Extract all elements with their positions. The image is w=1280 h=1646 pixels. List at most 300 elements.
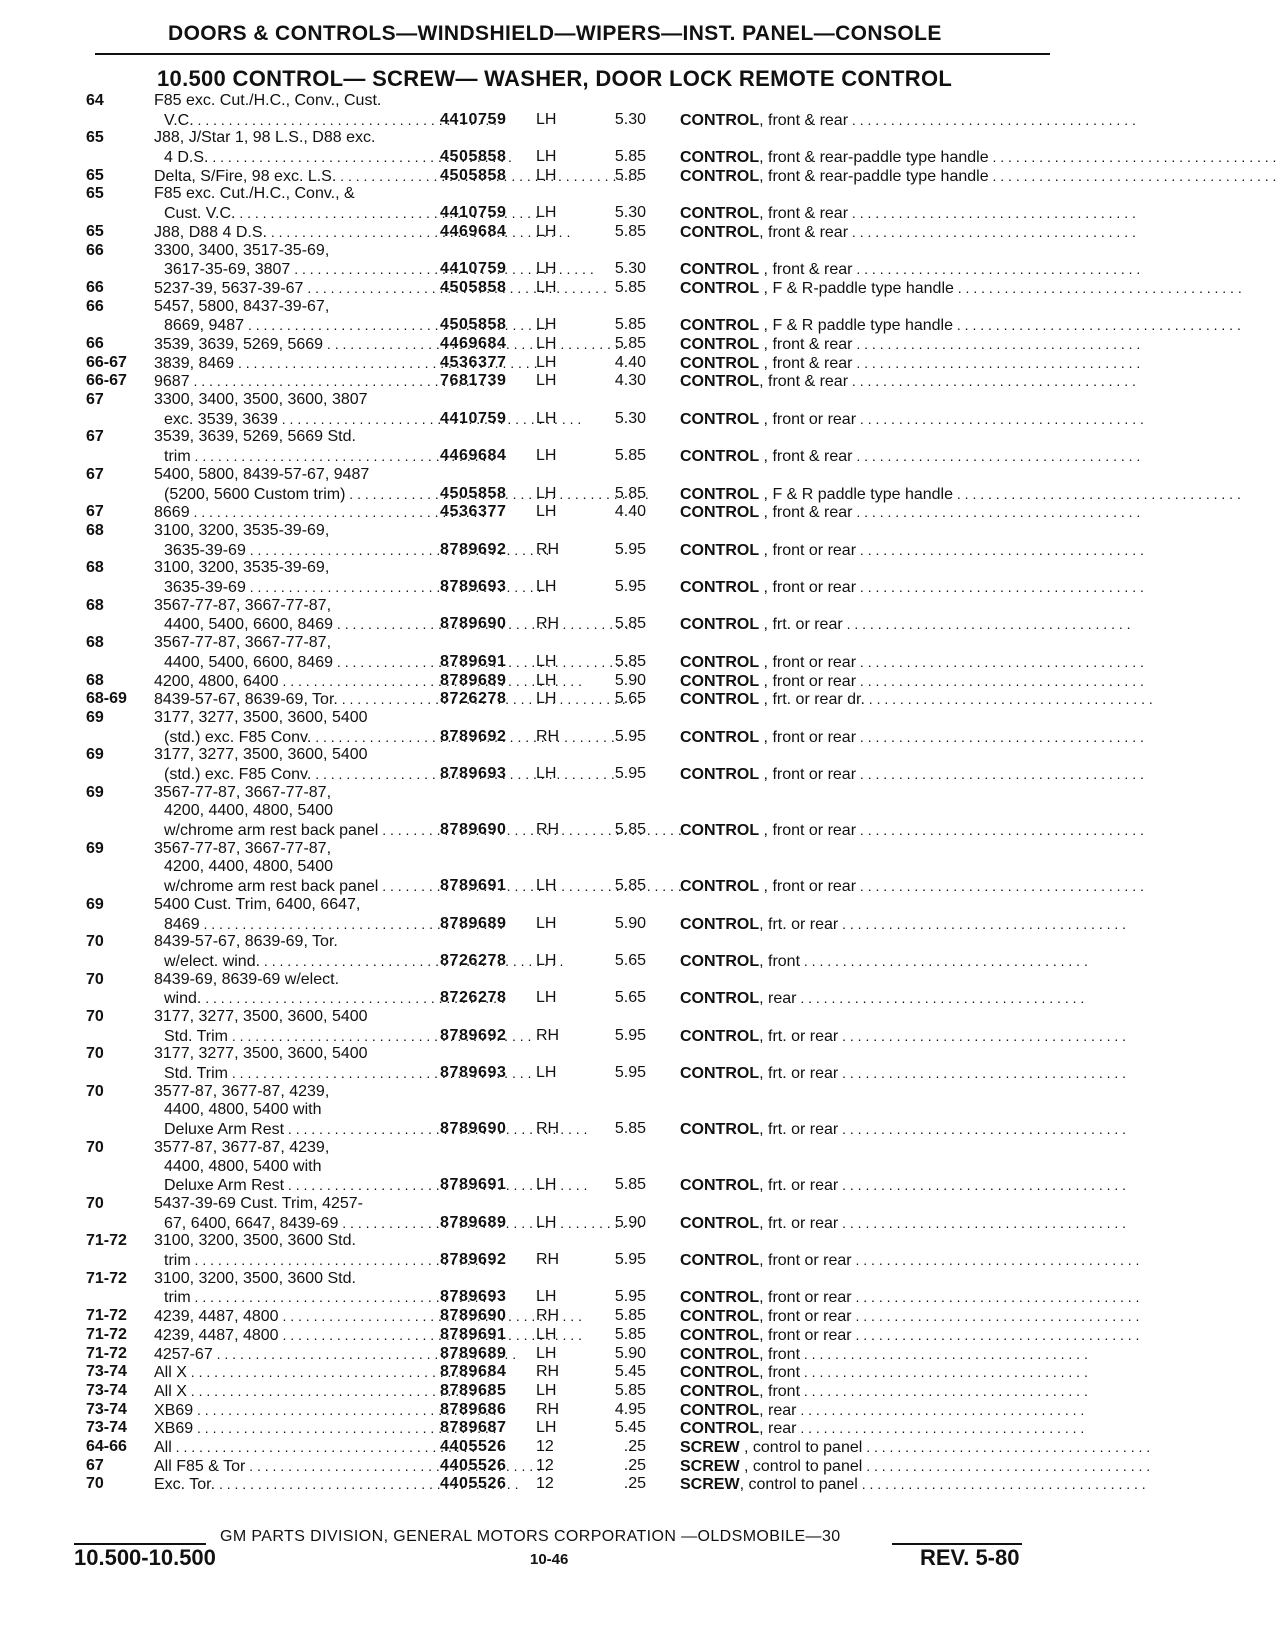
model-year: 68 (86, 559, 104, 577)
part-detail: , control to panel (739, 1457, 863, 1475)
part-detail: , F & R paddle type handle (759, 317, 954, 335)
row-values (0, 148, 1280, 167)
part-number: 4410759 (440, 260, 507, 278)
part-description (680, 1382, 1088, 1402)
part-number: 4505858 (440, 484, 507, 502)
application-line: 4200, 4400, 4800, 5400 (164, 858, 334, 876)
part-description (680, 578, 1144, 598)
part-description (680, 989, 1085, 1009)
part-name: CONTROL (680, 1121, 760, 1139)
row-values (0, 335, 1280, 354)
part-detail: , control to panel (739, 1438, 863, 1456)
part-name: CONTROL (680, 1401, 760, 1419)
quantity-side: RH (536, 1307, 560, 1325)
list-price: 5.85 (614, 1325, 646, 1343)
model-year: 71-72 (86, 1344, 127, 1362)
quantity-side: LH (536, 690, 557, 708)
part-name: CONTROL (680, 1308, 760, 1326)
list-price: 5.85 (614, 1307, 646, 1325)
application-line: All . . . (154, 1438, 429, 1457)
part-number: 4505858 (440, 316, 507, 334)
leader-dots: . . . . . . . . . . . . . . . . . . . . . . . . . . . . . . . . . . . . . (838, 1177, 1127, 1194)
application-line: 8469 . . . (154, 915, 429, 934)
application-line: Cust. V.C. . . . (154, 204, 429, 223)
list-price: 5.90 (614, 1213, 646, 1231)
part-detail: , front or rear (759, 653, 857, 671)
part-number: 4469684 (440, 335, 507, 353)
table-row (0, 1083, 1280, 1139)
part-detail: , front & rear (759, 223, 849, 241)
part-detail: , rear (759, 990, 797, 1008)
leader-dots: . . . . . . . . . . . . . . . . . . . . . . . . . . . . . . . . . . . . . (848, 223, 1136, 240)
row-values (0, 915, 1280, 934)
table-row (0, 784, 1280, 840)
application-line: trim . . . (154, 1251, 429, 1270)
application-line: J88, D88 4 D.S. . . . (154, 223, 429, 242)
leader-dots: . . . . . . . . . . . . . . . . . . . . . . . . . . . . . . . . . . . . . (796, 1401, 1085, 1418)
model-year: 73-74 (86, 1381, 127, 1399)
table-row (0, 279, 1280, 298)
model-year: 73-74 (86, 1363, 127, 1381)
part-number: 8789692 (440, 1251, 507, 1269)
table-row (0, 1438, 1280, 1457)
part-number: 8789685 (440, 1381, 507, 1399)
quantity-side: LH (536, 278, 557, 296)
quantity-side: LH (536, 671, 557, 689)
application-line: 5437-39-69 Cust. Trim, 4257- (154, 1194, 363, 1212)
part-number: 8789686 (440, 1400, 507, 1418)
list-price: 5.85 (614, 278, 646, 296)
part-name: CONTROL (680, 1289, 760, 1307)
quantity-side: LH (536, 1064, 557, 1082)
row-values (0, 260, 1280, 279)
application-line: exc. 3539, 3639 . . . (154, 410, 429, 429)
model-year: 67 (86, 503, 104, 521)
table-row (0, 559, 1280, 596)
leader-dots: . . . . . . . . . . . . . . . . . . . . . . . . . . . . . . . . . . . . . (838, 1027, 1127, 1044)
quantity-side: LH (536, 1325, 557, 1343)
part-detail: , front & rear (759, 261, 853, 279)
table-row (0, 428, 1280, 465)
part-number: 8726278 (440, 690, 507, 708)
list-price: 5.85 (614, 877, 646, 895)
row-values (0, 653, 1280, 672)
quantity-side: LH (536, 1176, 557, 1194)
application-line: J88, J/Star 1, 98 L.S., D88 exc. (154, 129, 376, 147)
application-line: 9687 . . . (154, 372, 429, 391)
part-detail: , front or rear (759, 1308, 852, 1326)
part-name: CONTROL (680, 1345, 760, 1363)
table-row (0, 1307, 1280, 1326)
part-number: 8789684 (440, 1363, 507, 1381)
application-line: wind. . . . (154, 989, 429, 1008)
part-name: CONTROL (680, 373, 760, 391)
part-description (680, 111, 1136, 131)
part-number: 8789691 (440, 652, 507, 670)
table-row (0, 690, 1280, 709)
list-price: 5.85 (614, 615, 646, 633)
leader-dots: . . . . . . . . . . . . . . . . . . . . . . . . . . . . . . . . . . . . . (800, 1364, 1088, 1381)
list-price: 5.90 (614, 914, 646, 932)
quantity-side: LH (536, 409, 557, 427)
table-row (0, 1345, 1280, 1364)
part-description (680, 541, 1144, 561)
leader-dots: . . . . . . . . . . . . . . . . . . . . . . . . . . . . . . . . . . . . . (857, 1476, 1146, 1493)
part-detail: , front & rear (759, 111, 849, 129)
list-price: 5.95 (614, 727, 646, 745)
application-line: 3567-77-87, 3667-77-87, (154, 839, 332, 857)
row-values (0, 1307, 1280, 1326)
part-detail: , frt. or rear (759, 1121, 839, 1139)
table-row (0, 896, 1280, 933)
part-detail: , front or rear (759, 579, 857, 597)
application-line: Std. Trim . . . (154, 1064, 429, 1083)
part-detail: , rear (759, 1401, 797, 1419)
revision-label: REV. 5-80 (920, 1545, 1020, 1570)
leader-dots: . . . . . . . . . . . . . . . . . . . . . . . . . . . . . . . . . . . . . (851, 1252, 1140, 1269)
application-line: All X . . . (154, 1382, 429, 1401)
part-number: 4505858 (440, 166, 507, 184)
part-name: CONTROL (680, 990, 760, 1008)
part-number: 8789690 (440, 1120, 507, 1138)
row-values (0, 1438, 1280, 1457)
application-line: 3177, 3277, 3500, 3600, 5400 (154, 1045, 368, 1063)
model-year: 71-72 (86, 1269, 127, 1287)
part-name: CONTROL (680, 167, 760, 185)
list-price: 5.95 (614, 1026, 646, 1044)
list-price: 5.95 (614, 1064, 646, 1082)
part-description (680, 1027, 1127, 1047)
part-number: 4410759 (440, 204, 507, 222)
list-price: 5.30 (614, 409, 646, 427)
row-values (0, 485, 1280, 504)
list-price: 5.85 (614, 222, 646, 240)
part-name: CONTROL (680, 1027, 760, 1045)
application-line: 3617-35-69, 3807 . . . (154, 260, 429, 279)
part-description (680, 1475, 1146, 1495)
part-detail: , frt. or rear dr. (759, 691, 865, 709)
row-values (0, 1176, 1280, 1195)
part-name: CONTROL (680, 485, 760, 503)
part-detail: , rear (759, 1420, 797, 1438)
application-line: 3567-77-87, 3667-77-87, (154, 634, 332, 652)
part-detail: , frt. or rear (759, 616, 843, 634)
part-detail: , F & R paddle type handle (759, 485, 954, 503)
part-number: 4536377 (440, 503, 507, 521)
part-number: 4410759 (440, 110, 507, 128)
quantity-side: RH (536, 1400, 560, 1418)
part-name: CONTROL (680, 1420, 760, 1438)
leader-dots: . . . . . . . . . . . . . . . . . . . . . . . . . . . . . . . . . . . . . (856, 579, 1144, 596)
application-line: 4239, 4487, 4800 . . . (154, 1326, 429, 1345)
part-description (680, 204, 1136, 224)
part-name: SCREW (680, 1438, 740, 1456)
part-number: 8789690 (440, 821, 507, 839)
part-detail: , front or rear (759, 765, 857, 783)
application-line: (5200, 5600 Custom trim) . . . (154, 485, 429, 504)
part-number: 4469684 (440, 447, 507, 465)
quantity-side: LH (536, 652, 557, 670)
part-description (680, 653, 1144, 673)
quantity-side: LH (536, 166, 557, 184)
quantity-side: LH (536, 204, 557, 222)
model-year: 67 (86, 391, 104, 409)
leader-dots: . . . . . . . . . . . . . . . . . . . . . . . . . . . . . . . . . . . . . (852, 336, 1141, 353)
application-line: F85 exc. Cut./H.C., Conv., & (154, 185, 355, 203)
row-values (0, 1214, 1280, 1233)
table-row (0, 1419, 1280, 1438)
model-year: 65 (86, 166, 104, 184)
list-price: 5.95 (614, 578, 646, 596)
table-row (0, 167, 1280, 186)
table-row (0, 92, 1280, 129)
application-line: w/chrome arm rest back panel . . . (154, 821, 429, 840)
row-values (0, 765, 1280, 784)
quantity-side: LH (536, 335, 557, 353)
part-name: CONTROL (680, 541, 760, 559)
quantity-side: RH (536, 1120, 560, 1138)
table-row (0, 372, 1280, 391)
part-number: 8789689 (440, 914, 507, 932)
application-line: Deluxe Arm Rest . . . (154, 1176, 429, 1195)
quantity-side: LH (536, 1419, 557, 1437)
quantity-side: LH (536, 222, 557, 240)
part-detail: , front or rear (759, 1326, 852, 1344)
leader-dots: . . . . . . . . . . . . . . . . . . . . . . . . . . . . . . . . . . . . . (851, 1289, 1140, 1306)
model-year: 70 (86, 1475, 104, 1493)
quantity-side: LH (536, 484, 557, 502)
application-line: 5400, 5800, 8439-57-67, 9487 (154, 465, 370, 483)
model-year: 68 (86, 596, 104, 614)
model-year: 71-72 (86, 1232, 127, 1250)
leader-dots: . . . . . . . . . . . . . . . . . . . . . . . . . . . . . . . . . . . . . (856, 541, 1144, 558)
part-name: CONTROL (680, 448, 760, 466)
row-values (0, 615, 1280, 634)
list-price: .25 (623, 1456, 646, 1474)
part-detail: , frt. or rear (759, 1214, 839, 1232)
leader-dots: . . . . . . . . . . . . . . . . . . . . . . . . . . . . . . . . . . . . . (988, 149, 1277, 166)
part-name: CONTROL (680, 354, 760, 372)
part-description (680, 1064, 1127, 1084)
part-description (680, 447, 1141, 467)
part-name: CONTROL (680, 616, 760, 634)
table-row (0, 672, 1280, 691)
part-number: 4410759 (440, 409, 507, 427)
table-row (0, 1326, 1280, 1345)
row-values (0, 1251, 1280, 1270)
part-description (680, 1438, 1151, 1458)
table-row (0, 354, 1280, 373)
model-year: 65 (86, 185, 104, 203)
table-row (0, 1475, 1280, 1494)
part-description (680, 1326, 1140, 1346)
row-values (0, 1401, 1280, 1420)
row-values (0, 952, 1280, 971)
model-year: 68 (86, 634, 104, 652)
part-detail: , front or rear (759, 822, 857, 840)
part-number: 8789689 (440, 1213, 507, 1231)
part-number: 7681739 (440, 372, 507, 390)
row-values (0, 1326, 1280, 1345)
table-row (0, 971, 1280, 1008)
model-year: 69 (86, 839, 104, 857)
list-price: 5.85 (614, 652, 646, 670)
row-values (0, 1457, 1280, 1476)
table-row (0, 1232, 1280, 1269)
part-detail: , front or rear (759, 672, 857, 690)
leader-dots: . . . . . . . . . . . . . . . . . . . . . . . . . . . . . . . . . . . . . (848, 373, 1136, 390)
list-price: 5.85 (614, 821, 646, 839)
part-description (680, 485, 1241, 505)
table-row (0, 1139, 1280, 1195)
model-year: 70 (86, 1194, 104, 1212)
part-name: CONTROL (680, 111, 760, 129)
application-line: 3177, 3277, 3500, 3600, 5400 (154, 1008, 368, 1026)
quantity-side: 12 (536, 1437, 554, 1455)
part-name: CONTROL (680, 317, 760, 335)
quantity-side: 12 (536, 1456, 554, 1474)
table-row (0, 242, 1280, 279)
part-name: CONTROL (680, 822, 760, 840)
list-price: 5.90 (614, 671, 646, 689)
row-values (0, 354, 1280, 373)
part-number: 4505858 (440, 148, 507, 166)
part-description (680, 765, 1144, 785)
leader-dots: . . . . . . . . . . . . . . . . . . . . . . . . . . . . . . . . . . . . . (838, 1121, 1127, 1138)
application-line: 8439-57-67, 8639-69, Tor. (154, 933, 338, 951)
row-values (0, 877, 1280, 896)
part-number: 4505858 (440, 278, 507, 296)
leader-dots: . . . . . . . . . . . . . . . . . . . . . . . . . . . . . . . . . . . . . (852, 448, 1141, 465)
leader-dots: . . . . . . . . . . . . . . . . . . . . . . . . . . . . . . . . . . . . . (842, 616, 1131, 633)
application-line: Exc. Tor. . . . (154, 1475, 429, 1494)
application-line: 5400 Cust. Trim, 6400, 6647, (154, 895, 361, 913)
part-number: 8726278 (440, 951, 507, 969)
part-name: CONTROL (680, 765, 760, 783)
part-number: 8789693 (440, 578, 507, 596)
application-line: 3300, 3400, 3517-35-69, (154, 241, 330, 259)
table-row (0, 746, 1280, 783)
part-description (680, 1288, 1140, 1308)
part-description (680, 354, 1141, 374)
leader-dots: . . . . . . . . . . . . . . . . . . . . . . . . . . . . . . . . . . . . . (796, 990, 1085, 1007)
application-line: 8669, 9487 . . . (154, 316, 429, 335)
table-row (0, 634, 1280, 671)
leader-dots: . . . . . . . . . . . . . . . . . . . . . . . . . . . . . . . . . . . . . (848, 205, 1136, 222)
parts-table (0, 92, 1280, 1494)
part-number: 8726278 (440, 989, 507, 1007)
part-name: CONTROL (680, 691, 760, 709)
table-row (0, 503, 1280, 522)
list-price: 4.95 (614, 1400, 646, 1418)
leader-dots: . . . . . . . . . . . . . . . . . . . . . . . . . . . . . . . . . . . . . (953, 279, 1242, 296)
quantity-side: LH (536, 260, 557, 278)
quantity-side: RH (536, 615, 560, 633)
part-name: CONTROL (680, 149, 760, 167)
leader-dots: . . . . . . . . . . . . . . . . . . . . . . . . . . . . . . . . . . . . . (838, 915, 1127, 932)
part-detail: , F & R-paddle type handle (759, 279, 954, 297)
part-name: SCREW (680, 1457, 740, 1475)
quantity-side: RH (536, 1026, 560, 1044)
quantity-side: LH (536, 353, 557, 371)
part-name: CONTROL (680, 915, 760, 933)
model-year: 66 (86, 278, 104, 296)
row-values (0, 1419, 1280, 1438)
table-row (0, 522, 1280, 559)
part-detail: , front & rear (759, 448, 853, 466)
application-line: (std.) exc. F85 Conv. . . . (154, 728, 429, 747)
application-line: 4400, 5400, 6600, 8469 . . . (154, 653, 429, 672)
part-description (680, 1251, 1140, 1271)
row-values (0, 578, 1280, 597)
quantity-side: LH (536, 914, 557, 932)
part-detail: , front or rear (759, 728, 857, 746)
part-detail: , front (759, 1382, 801, 1400)
leader-dots: . . . . . . . . . . . . . . . . . . . . . . . . . . . . . . . . . . . . . (953, 485, 1241, 502)
application-line: All X . . . (154, 1363, 429, 1382)
application-line: 3177, 3277, 3500, 3600, 5400 (154, 746, 368, 764)
part-detail: , front & rear (759, 354, 853, 372)
leader-dots: . . . . . . . . . . . . . . . . . . . . . . . . . . . . . . . . . . . . . (856, 728, 1144, 745)
model-year: 67 (86, 1456, 104, 1474)
application-line: 4400, 5400, 6600, 8469 . . . (154, 615, 429, 634)
row-values (0, 1064, 1280, 1083)
application-line: F85 exc. Cut./H.C., Conv., Cust. (154, 92, 382, 109)
part-detail: , front & rear (759, 504, 853, 522)
model-year: 70 (86, 970, 104, 988)
part-detail: , front or rear (759, 541, 857, 559)
part-description (680, 1363, 1088, 1383)
table-row (0, 185, 1280, 222)
list-price: 4.40 (614, 353, 646, 371)
part-description (680, 672, 1144, 692)
model-year: 68 (86, 671, 104, 689)
leader-dots: . . . . . . . . . . . . . . . . . . . . . . . . . . . . . . . . . . . . . (988, 167, 1277, 184)
table-row (0, 933, 1280, 970)
table-row (0, 1008, 1280, 1045)
leader-dots: . . . . . . . . . . . . . . . . . . . . . . . . . . . . . . . . . . . . . (953, 317, 1241, 334)
quantity-side: 12 (536, 1475, 554, 1493)
application-line: 4257-67 . . . (154, 1345, 429, 1364)
quantity-side: LH (536, 1381, 557, 1399)
model-year: 70 (86, 1082, 104, 1100)
application-line: XB69 . . . (154, 1419, 429, 1438)
application-line: 4239, 4487, 4800 . . . (154, 1307, 429, 1326)
part-number: 8789692 (440, 540, 507, 558)
quantity-side: LH (536, 110, 557, 128)
table-row (0, 1363, 1280, 1382)
table-row (0, 709, 1280, 746)
leader-dots: . . . . . . . . . . . . . . . . . . . . . . . . . . . . . . . . . . . . . (800, 1382, 1088, 1399)
part-detail: , frt. or rear (759, 1177, 839, 1195)
leader-dots: . . . . . . . . . . . . . . . . . . . . . . . . . . . . . . . . . . . . . (800, 1345, 1088, 1362)
part-name: CONTROL (680, 1364, 760, 1382)
application-line: 3100, 3200, 3535-39-69, (154, 559, 330, 577)
table-row (0, 1045, 1280, 1082)
quantity-side: LH (536, 148, 557, 166)
application-line: 3100, 3200, 3500, 3600 Std. (154, 1269, 356, 1287)
part-description (680, 690, 1153, 710)
group-title: 10.500 CONTROL— SCREW— WASHER, DOOR LOCK REMOTE CONTROL (157, 66, 953, 91)
part-name: CONTROL (680, 205, 760, 223)
table-row (0, 223, 1280, 242)
application-line: trim . . . (154, 447, 429, 466)
table-row (0, 1382, 1280, 1401)
row-values (0, 1363, 1280, 1382)
row-values (0, 503, 1280, 522)
part-number: 8789689 (440, 1344, 507, 1362)
part-number: 8789693 (440, 1288, 507, 1306)
